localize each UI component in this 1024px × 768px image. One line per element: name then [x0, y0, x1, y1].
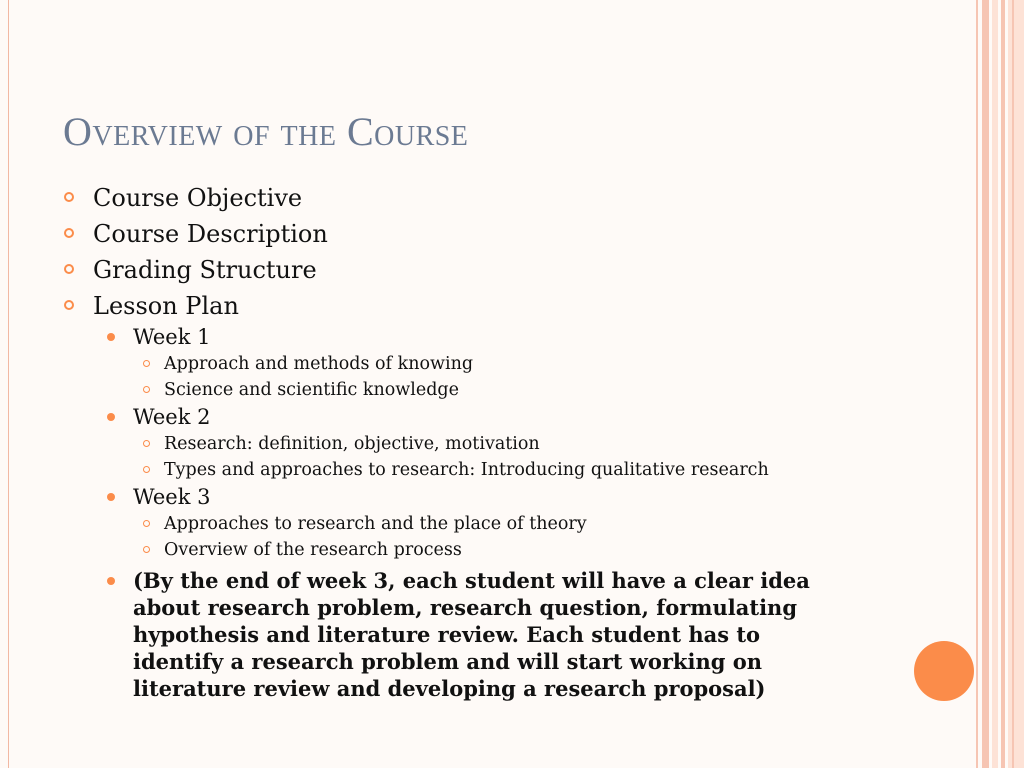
- week-3-item: Week 3 Approaches to research and the place of theory Overview of the research process: [103, 484, 844, 563]
- small-ring-bullet-icon: [143, 520, 150, 527]
- decor-stripe: [1001, 0, 1005, 768]
- small-ring-bullet-icon: [143, 360, 150, 367]
- topic-item: Research: definition, objective, motivation: [133, 431, 844, 457]
- dot-bullet-icon: [107, 333, 115, 341]
- ring-bullet-icon: [64, 264, 74, 274]
- week-2-topics: [133, 431, 844, 483]
- small-ring-bullet-icon: [143, 546, 150, 553]
- bullet-course-objective: Course Objective: [64, 180, 844, 216]
- decor-stripe: [1008, 0, 1024, 768]
- decor-stripe: [976, 0, 978, 768]
- bullet-course-description: Course Description: [64, 216, 844, 252]
- ring-bullet-icon: [64, 228, 74, 238]
- decor-stripe: [1012, 0, 1014, 768]
- topic-item: Science and scientific knowledge: [133, 377, 844, 403]
- topic-item: Approaches to research and the place of theory: [133, 511, 844, 537]
- dot-bullet-icon: [107, 577, 115, 585]
- lesson-plan-list: [103, 324, 844, 702]
- topic-item: Overview of the research process: [133, 537, 844, 563]
- dot-bullet-icon: [107, 493, 115, 501]
- left-border-line: [8, 0, 9, 768]
- slide-title: Overview of the Course: [63, 109, 469, 154]
- small-ring-bullet-icon: [143, 466, 150, 473]
- week-1-item: Week 1 Approach and methods of knowing Science and scientific knowledge: [103, 324, 844, 403]
- dot-bullet-icon: [107, 413, 115, 421]
- week-2-item: Week 2 Research: definition, objective, motivation Types and approaches to research: Introducing qualitative research: [103, 404, 844, 483]
- decorative-orange-circle: [914, 641, 974, 701]
- topic-item: Types and approaches to research: Introducing qualitative research: [133, 457, 844, 483]
- ring-bullet-icon: [64, 192, 74, 202]
- small-ring-bullet-icon: [143, 386, 150, 393]
- small-ring-bullet-icon: [143, 440, 150, 447]
- decor-stripe: [992, 0, 998, 768]
- main-bullet-list: [64, 180, 844, 702]
- decor-stripe: [982, 0, 989, 768]
- bullet-grading-structure: Grading Structure: [64, 252, 844, 288]
- week-3-topics: [133, 511, 844, 563]
- ring-bullet-icon: [64, 300, 74, 310]
- topic-item: Approach and methods of knowing: [133, 351, 844, 377]
- week-1-topics: [133, 351, 844, 403]
- bullet-lesson-plan: Lesson Plan Week 1 Approach and methods of knowing Science and scientific knowledge Week 2 Research: definition, objective, motivation Types and approaches to research: Introducing qualitative research Week 3 Approaches to research and the place of theory Overview of the research process (By the end of week 3, each student will have a clear idea about research problem, research question, formulating hypothesis and literature review. Each student has to identify a research problem and will start working on literature review and developing a research proposal): [64, 288, 844, 702]
- week-3-note: (By the end of week 3, each student will have a clear idea about research problem, research question, formulating hypothesis and literature review. Each student has to identify a research problem and will start working on literature review and developing a research proposal): [103, 564, 844, 702]
